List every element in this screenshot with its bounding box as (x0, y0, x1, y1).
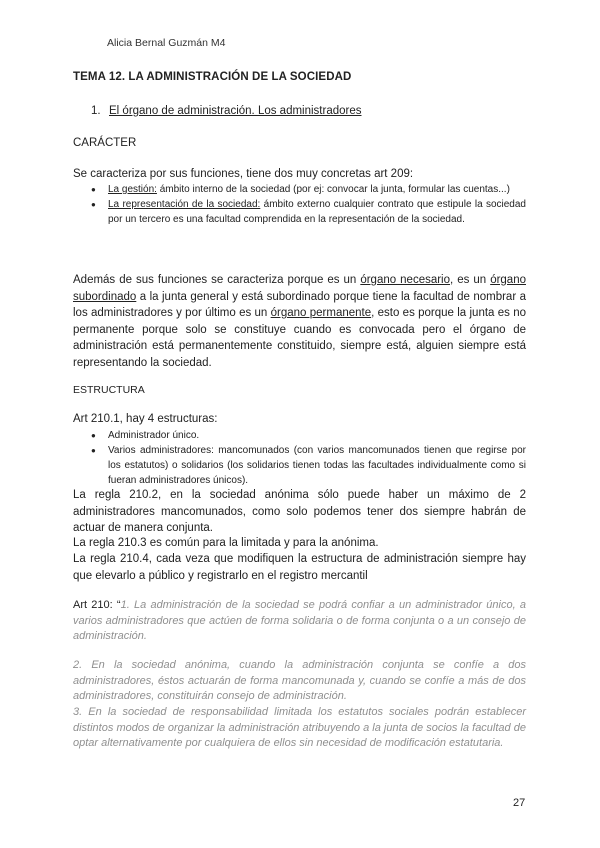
list-item (91, 197, 526, 227)
article-quote-1 (73, 598, 526, 645)
bullet-term: La gestión: (108, 184, 157, 195)
article-text: 1. La administración de la sociedad se podrá confiar a un administrador único, a varios administradores que actúen de forma solidaria o de forma conjunta o a un consejo de administración. (73, 599, 526, 642)
caracter-intro: Se caracteriza por sus funciones, tiene dos muy concretas art 209: (73, 168, 414, 180)
caracter-bullet-list (91, 182, 526, 227)
term-organo-subordinado: órgano subordinado (73, 274, 526, 303)
section-number: 1. (91, 105, 101, 117)
text-run: a la junta general y está subordinado porque tiene la facultad de nombrar a los administradores y por último es un (73, 290, 526, 319)
rule-210-3: La regla 210.3 es común para la limitada y para la anónima. (73, 537, 379, 549)
caracter-heading: CARÁCTER (73, 137, 137, 149)
section-heading (91, 105, 362, 117)
rule-210-4: La regla 210.4, cada veza que modifiquen la estructura de administración siempre hay que elevarlo a público y registrarlo en el registro mercantil (73, 553, 526, 582)
text-run: , es un (450, 274, 491, 286)
article-lead: Art 210: “ (73, 599, 121, 611)
text-run: , esto es porque la junta es no permanente porque solo se constituye cuando es convocada pero el órgano de administración está permanentemente constituido, siempre está, alguien siempre está representando la sociedad. (73, 307, 526, 369)
term-organo-necesario: órgano necesario (360, 274, 451, 286)
bullet-term: La representación de la sociedad: (108, 199, 261, 210)
list-item: ● Varios administradores: mancomunados (con varios mancomunados tienen que regirse por los estatutos) o solidarios (los solidarios tienen todas las facultades individualmente como si fueran administradores únicos). (91, 443, 526, 488)
page-title: TEMA 12. LA ADMINISTRACIÓN DE LA SOCIEDAD (73, 71, 352, 83)
term-organo-permanente: órgano permanente (270, 307, 372, 319)
article-quote-2: 2. En la sociedad anónima, cuando la administración conjunta se confíe a dos administradores, éstos actuarán de forma mancomunada y, cuando se confíe a más de dos administradores, constituirán consejo de administración. (73, 659, 526, 702)
author-header: Alicia Bernal Guzmán M4 (107, 37, 226, 49)
estructura-bullet-list (91, 428, 526, 488)
section-title: El órgano de administración. Los administradores (109, 105, 362, 117)
list-item: ● Administrador único. (91, 428, 526, 443)
page-number: 27 (513, 797, 526, 809)
estructura-heading: ESTRUCTURA (73, 384, 145, 396)
rule-210-2: La regla 210.2, en la sociedad anónima sólo puede haber un máximo de 2 administradores mancomunados, como solo podemos tener dos siempre habrán de actuar de manera conjunta. (73, 489, 526, 534)
article-quote-3: 3. En la sociedad de responsabilidad limitada los estatutos sociales podrán establecer distintos modos de organizar la administración atribuyendo a la junta de socios la facultad de optar alternativamente por cualquiera de ellos sin necesidad de modificación estatutaria. (73, 706, 526, 749)
estructura-intro: Art 210.1, hay 4 estructuras: (73, 413, 218, 425)
text-run: Además de sus funciones se caracteriza porque es un (73, 274, 361, 286)
bullet-text: ámbito externo cualquier contrato que estipule la sociedad por un tercero es una facultad comprendida en la representación de la sociedad. (108, 199, 526, 225)
bullet-text: ámbito interno de la sociedad (por ej: convocar la junta, formular las cuentas...) (156, 184, 510, 195)
list-item (91, 182, 526, 197)
caracter-paragraph (73, 272, 526, 371)
